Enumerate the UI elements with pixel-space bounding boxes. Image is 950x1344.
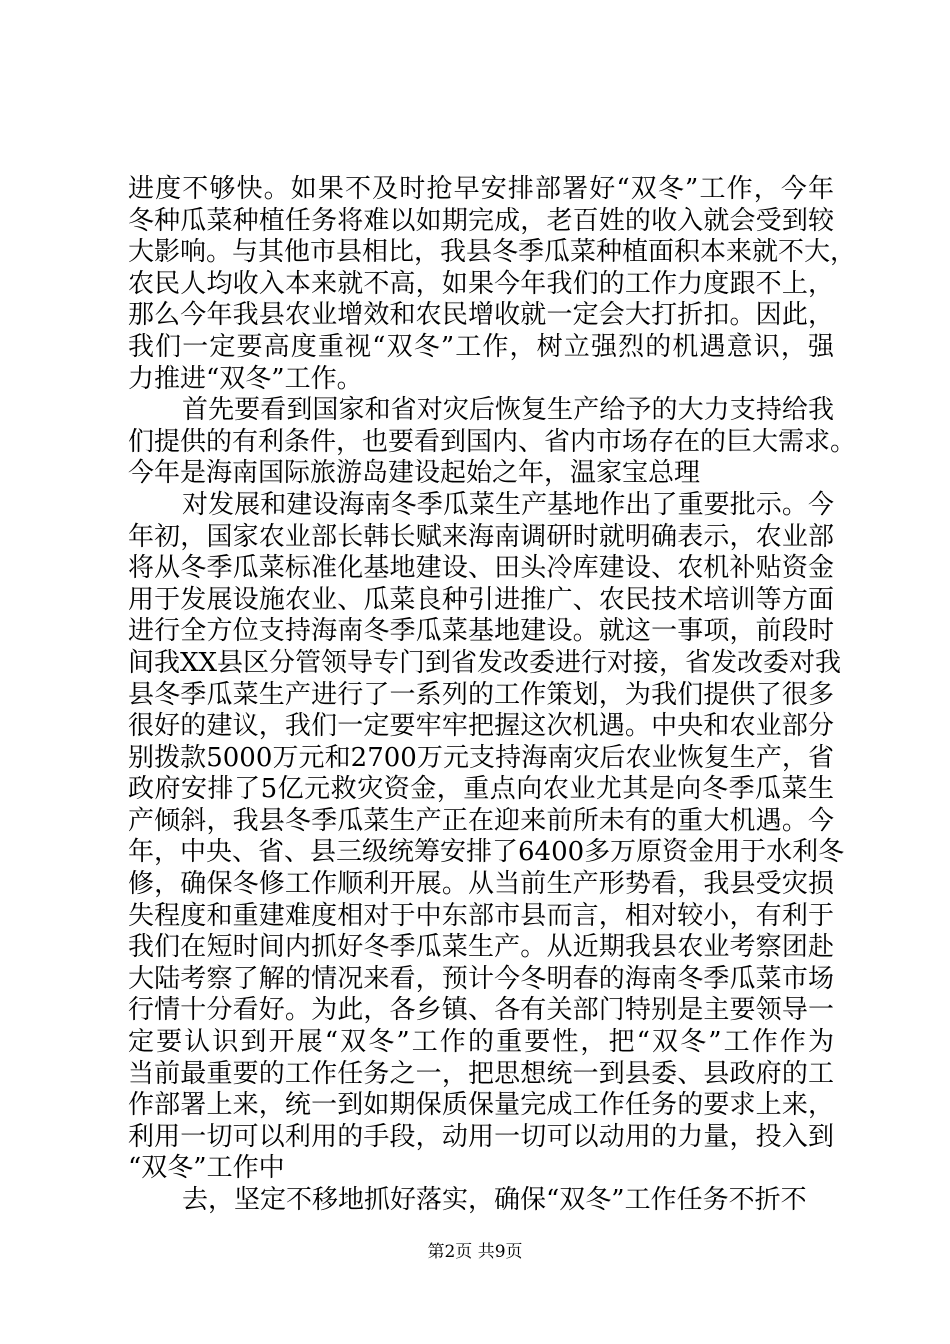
text-line: 很好的建议，我们一定要牢牢把握这次机遇。中央和农业部分 <box>128 711 834 742</box>
text-line: 年初，国家农业部长韩长赋来海南调研时就明确表示，农业部 <box>128 521 834 552</box>
text-line: “双冬”工作中 <box>128 1153 285 1184</box>
text-line: 当前最重要的工作任务之一，把思想统一到县委、县政府的工 <box>128 1058 834 1089</box>
text-line: 作部署上来，统一到如期保质保量完成工作任务的要求上来， <box>128 1090 834 1121</box>
paragraph-start-line: 去，坚定不移地抓好落实，确保“双冬”工作任务不折不 <box>182 1185 807 1215</box>
text-line: 年，中央、省、县三级统筹安排了6400多万原资金用于水利冬 <box>128 837 845 868</box>
paragraph-start-line: 首先要看到国家和省对灾后恢复生产给予的大力支持给我 <box>182 395 834 426</box>
text-line: 产倾斜，我县冬季瓜菜生产正在迎来前所未有的重大机遇。今 <box>128 805 834 836</box>
text-line: 大影响。与其他市县相比，我县冬季瓜菜种植面积本来就不大， <box>128 237 857 268</box>
text-line: 行情十分看好。为此，各乡镇、各有关部门特别是主要领导一 <box>128 995 834 1026</box>
page-footer: 第2页 共9页 <box>427 1242 523 1262</box>
text-line: 用于发展设施农业、瓜菜良种引进推广、农民技术培训等方面 <box>128 584 834 615</box>
text-line: 那么今年我县农业增效和农民增收就一定会大打折扣。因此， <box>128 300 834 331</box>
text-line: 冬种瓜菜种植任务将难以如期完成，老百姓的收入就会受到较 <box>128 205 834 236</box>
text-line: 们提供的有利条件，也要看到国内、省内市场存在的巨大需求。 <box>128 426 857 457</box>
text-line: 间我XX县区分管领导专门到省发改委进行对接，省发改委对我 <box>128 647 842 678</box>
text-line: 我们一定要高度重视“双冬”工作，树立强烈的机遇意识，强 <box>128 331 834 362</box>
text-line: 进行全方位支持海南冬季瓜菜基地建设。就这一事项，前段时 <box>128 616 834 647</box>
text-line: 力推进“双冬”工作。 <box>128 363 363 394</box>
text-line: 县冬季瓜菜生产进行了一系列的工作策划，为我们提供了很多 <box>128 679 834 710</box>
text-line: 失程度和重建难度相对于中东部市县而言，相对较小，有利于 <box>128 900 834 931</box>
text-line: 进度不够快。如果不及时抢早安排部署好“双冬”工作，今年 <box>128 174 834 204</box>
text-line: 大陆考察了解的情况来看，预计今冬明春的海南冬季瓜菜市场 <box>128 963 834 994</box>
text-line: 今年是海南国际旅游岛建设起始之年，温家宝总理 <box>128 458 701 489</box>
text-line: 将从冬季瓜菜标准化基地建设、田头冷库建设、农机补贴资金 <box>128 553 834 584</box>
text-line: 政府安排了5亿元救灾资金，重点向农业尤其是向冬季瓜菜生 <box>128 774 834 805</box>
text-line: 利用一切可以利用的手段，动用一切可以动用的力量，投入到 <box>128 1121 834 1152</box>
text-line: 修，确保冬修工作顺利开展。从当前生产形势看，我县受灾损 <box>128 869 834 900</box>
document-body <box>128 174 857 1217</box>
text-line: 定要认识到开展“双冬”工作的重要性，把“双冬”工作作为 <box>128 1027 834 1058</box>
text-line: 我们在短时间内抓好冬季瓜菜生产。从近期我县农业考察团赴 <box>128 932 834 963</box>
text-line: 别拨款5000万元和2700万元支持海南灾后农业恢复生产，省 <box>128 742 834 773</box>
text-line: 农民人均收入本来就不高，如果今年我们的工作力度跟不上， <box>128 268 834 299</box>
paragraph-start-line: 对发展和建设海南冬季瓜菜生产基地作出了重要批示。今 <box>182 489 834 520</box>
